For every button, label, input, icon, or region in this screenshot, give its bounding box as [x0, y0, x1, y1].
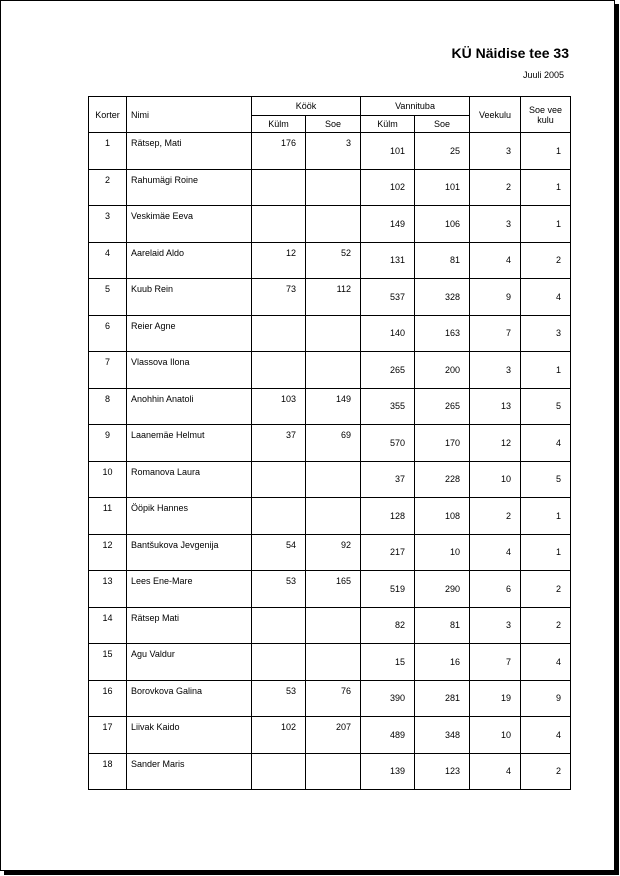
veekulu-cell: 7: [470, 644, 521, 681]
soevee-kulu-cell: 1: [521, 534, 571, 571]
veekulu-cell: 4: [470, 534, 521, 571]
soevee-kulu-cell: 1: [521, 133, 571, 170]
veekulu-cell: 4: [470, 753, 521, 790]
vann-soe-cell: 106: [415, 206, 470, 243]
soevee-kulu-cell: 2: [521, 753, 571, 790]
name-cell: Vlassova Ilona: [127, 352, 252, 389]
table-row: [89, 279, 571, 316]
table-row: [89, 717, 571, 754]
vann-kylm-cell: 82: [361, 607, 415, 644]
vann-soe-cell: 10: [415, 534, 470, 571]
kook-kylm-cell: [252, 352, 306, 389]
table-row: [89, 753, 571, 790]
vann-soe-cell: 123: [415, 753, 470, 790]
table-row: [89, 242, 571, 279]
korter-cell: 13: [89, 571, 127, 608]
veekulu-cell: 10: [470, 461, 521, 498]
name-cell: Rätsep, Mati: [127, 133, 252, 170]
name-cell: Rahumägi Roine: [127, 169, 252, 206]
header-nimi: Nimi: [127, 97, 252, 133]
table-row: [89, 607, 571, 644]
veekulu-cell: 2: [470, 169, 521, 206]
vann-kylm-cell: 15: [361, 644, 415, 681]
vann-kylm-cell: 570: [361, 425, 415, 462]
soevee-kulu-cell: 2: [521, 571, 571, 608]
soevee-kulu-cell: 2: [521, 242, 571, 279]
korter-cell: 15: [89, 644, 127, 681]
header-veekulu: Veekulu: [470, 97, 521, 133]
vann-soe-cell: 170: [415, 425, 470, 462]
vann-soe-cell: 265: [415, 388, 470, 425]
korter-cell: 8: [89, 388, 127, 425]
name-cell: Romanova Laura: [127, 461, 252, 498]
korter-cell: 2: [89, 169, 127, 206]
header-vann-kylm: Külm: [361, 116, 415, 133]
name-cell: Laanemäe Helmut: [127, 425, 252, 462]
vann-kylm-cell: 355: [361, 388, 415, 425]
veekulu-cell: 10: [470, 717, 521, 754]
kook-kylm-cell: 54: [252, 534, 306, 571]
table-row: [89, 425, 571, 462]
vann-soe-cell: 81: [415, 607, 470, 644]
vann-kylm-cell: 37: [361, 461, 415, 498]
vann-soe-cell: 228: [415, 461, 470, 498]
korter-cell: 16: [89, 680, 127, 717]
kook-kylm-cell: [252, 607, 306, 644]
soevee-kulu-cell: 2: [521, 607, 571, 644]
korter-cell: 9: [89, 425, 127, 462]
korter-cell: 14: [89, 607, 127, 644]
kook-soe-cell: 149: [306, 388, 361, 425]
kook-soe-cell: [306, 753, 361, 790]
vann-kylm-cell: 519: [361, 571, 415, 608]
vann-soe-cell: 163: [415, 315, 470, 352]
vann-kylm-cell: 139: [361, 753, 415, 790]
soevee-kulu-cell: 4: [521, 279, 571, 316]
veekulu-cell: 3: [470, 352, 521, 389]
table-row: [89, 169, 571, 206]
kook-soe-cell: 92: [306, 534, 361, 571]
vann-soe-cell: 81: [415, 242, 470, 279]
korter-cell: 10: [89, 461, 127, 498]
table-body: [89, 133, 571, 790]
kook-kylm-cell: 103: [252, 388, 306, 425]
water-usage-table: [88, 96, 571, 790]
soevee-kulu-cell: 3: [521, 315, 571, 352]
kook-soe-cell: 165: [306, 571, 361, 608]
veekulu-cell: 7: [470, 315, 521, 352]
kook-soe-cell: [306, 206, 361, 243]
vann-kylm-cell: 140: [361, 315, 415, 352]
vann-soe-cell: 328: [415, 279, 470, 316]
kook-soe-cell: 207: [306, 717, 361, 754]
veekulu-cell: 12: [470, 425, 521, 462]
header-korter: Korter: [89, 97, 127, 133]
kook-soe-cell: [306, 169, 361, 206]
header-kook: Köök: [252, 97, 361, 116]
header-soevee-kulu: Soe vee kulu: [521, 97, 571, 133]
vann-kylm-cell: 102: [361, 169, 415, 206]
report-date: Juuli 2005: [522, 70, 564, 80]
table-row: [89, 206, 571, 243]
kook-soe-cell: [306, 352, 361, 389]
page-shadow-right: [615, 4, 619, 875]
name-cell: Agu Valdur: [127, 644, 252, 681]
korter-cell: 7: [89, 352, 127, 389]
header-kook-soe: Soe: [306, 116, 361, 133]
name-cell: Bantšukova Jevgenija: [127, 534, 252, 571]
kook-soe-cell: [306, 644, 361, 681]
table-row: [89, 571, 571, 608]
table-row: [89, 644, 571, 681]
name-cell: Aarelaid Aldo: [127, 242, 252, 279]
kook-soe-cell: 52: [306, 242, 361, 279]
vann-kylm-cell: 537: [361, 279, 415, 316]
soevee-kulu-cell: 1: [521, 169, 571, 206]
kook-kylm-cell: [252, 498, 306, 535]
vann-soe-cell: 200: [415, 352, 470, 389]
name-cell: Lees Ene-Mare: [127, 571, 252, 608]
kook-soe-cell: [306, 607, 361, 644]
kook-kylm-cell: 102: [252, 717, 306, 754]
soevee-kulu-cell: 9: [521, 680, 571, 717]
korter-cell: 3: [89, 206, 127, 243]
korter-cell: 1: [89, 133, 127, 170]
vann-kylm-cell: 149: [361, 206, 415, 243]
soevee-kulu-cell: 1: [521, 206, 571, 243]
name-cell: Rätsep Mati: [127, 607, 252, 644]
vann-soe-cell: 348: [415, 717, 470, 754]
table-row: [89, 498, 571, 535]
kook-kylm-cell: 176: [252, 133, 306, 170]
korter-cell: 17: [89, 717, 127, 754]
kook-soe-cell: 3: [306, 133, 361, 170]
soevee-kulu-cell: 5: [521, 461, 571, 498]
veekulu-cell: 13: [470, 388, 521, 425]
kook-soe-cell: [306, 498, 361, 535]
kook-kylm-cell: 53: [252, 571, 306, 608]
name-cell: Veskimäe Eeva: [127, 206, 252, 243]
header-vann-soe: Soe: [415, 116, 470, 133]
name-cell: Anohhin Anatoli: [127, 388, 252, 425]
page-title: KÜ Näidise tee 33: [451, 45, 569, 61]
vann-kylm-cell: 101: [361, 133, 415, 170]
header-kook-kylm: Külm: [252, 116, 306, 133]
name-cell: Reier Agne: [127, 315, 252, 352]
soevee-kulu-cell: 1: [521, 352, 571, 389]
kook-kylm-cell: [252, 753, 306, 790]
page-shadow-bottom: [4, 871, 619, 875]
soevee-kulu-cell: 1: [521, 498, 571, 535]
veekulu-cell: 3: [470, 206, 521, 243]
korter-cell: 4: [89, 242, 127, 279]
kook-kylm-cell: 12: [252, 242, 306, 279]
soevee-kulu-cell: 4: [521, 644, 571, 681]
table-row: [89, 315, 571, 352]
vann-kylm-cell: 131: [361, 242, 415, 279]
vann-soe-cell: 281: [415, 680, 470, 717]
table-row: [89, 388, 571, 425]
name-cell: Sander Maris: [127, 753, 252, 790]
name-cell: Liivak Kaido: [127, 717, 252, 754]
veekulu-cell: 9: [470, 279, 521, 316]
table-row: [89, 461, 571, 498]
table-row: [89, 352, 571, 389]
kook-kylm-cell: [252, 169, 306, 206]
veekulu-cell: 19: [470, 680, 521, 717]
vann-kylm-cell: 489: [361, 717, 415, 754]
vann-kylm-cell: 390: [361, 680, 415, 717]
soevee-kulu-cell: 4: [521, 425, 571, 462]
kook-kylm-cell: 53: [252, 680, 306, 717]
veekulu-cell: 6: [470, 571, 521, 608]
vann-soe-cell: 290: [415, 571, 470, 608]
header-vannituba: Vannituba: [361, 97, 470, 116]
veekulu-cell: 4: [470, 242, 521, 279]
korter-cell: 5: [89, 279, 127, 316]
soevee-kulu-cell: 5: [521, 388, 571, 425]
name-cell: Kuub Rein: [127, 279, 252, 316]
name-cell: Borovkova Galina: [127, 680, 252, 717]
kook-kylm-cell: [252, 461, 306, 498]
kook-kylm-cell: 37: [252, 425, 306, 462]
kook-kylm-cell: [252, 315, 306, 352]
vann-kylm-cell: 265: [361, 352, 415, 389]
veekulu-cell: 2: [470, 498, 521, 535]
kook-kylm-cell: [252, 644, 306, 681]
vann-kylm-cell: 217: [361, 534, 415, 571]
kook-soe-cell: 112: [306, 279, 361, 316]
kook-soe-cell: 69: [306, 425, 361, 462]
veekulu-cell: 3: [470, 133, 521, 170]
table-row: [89, 680, 571, 717]
kook-kylm-cell: [252, 206, 306, 243]
vann-soe-cell: 108: [415, 498, 470, 535]
vann-kylm-cell: 128: [361, 498, 415, 535]
kook-kylm-cell: 73: [252, 279, 306, 316]
table-row: [89, 534, 571, 571]
name-cell: Ööpik Hannes: [127, 498, 252, 535]
korter-cell: 6: [89, 315, 127, 352]
korter-cell: 11: [89, 498, 127, 535]
kook-soe-cell: [306, 315, 361, 352]
vann-soe-cell: 16: [415, 644, 470, 681]
korter-cell: 12: [89, 534, 127, 571]
vann-soe-cell: 101: [415, 169, 470, 206]
table-row: [89, 133, 571, 170]
korter-cell: 18: [89, 753, 127, 790]
veekulu-cell: 3: [470, 607, 521, 644]
soevee-kulu-cell: 4: [521, 717, 571, 754]
vann-soe-cell: 25: [415, 133, 470, 170]
kook-soe-cell: 76: [306, 680, 361, 717]
kook-soe-cell: [306, 461, 361, 498]
